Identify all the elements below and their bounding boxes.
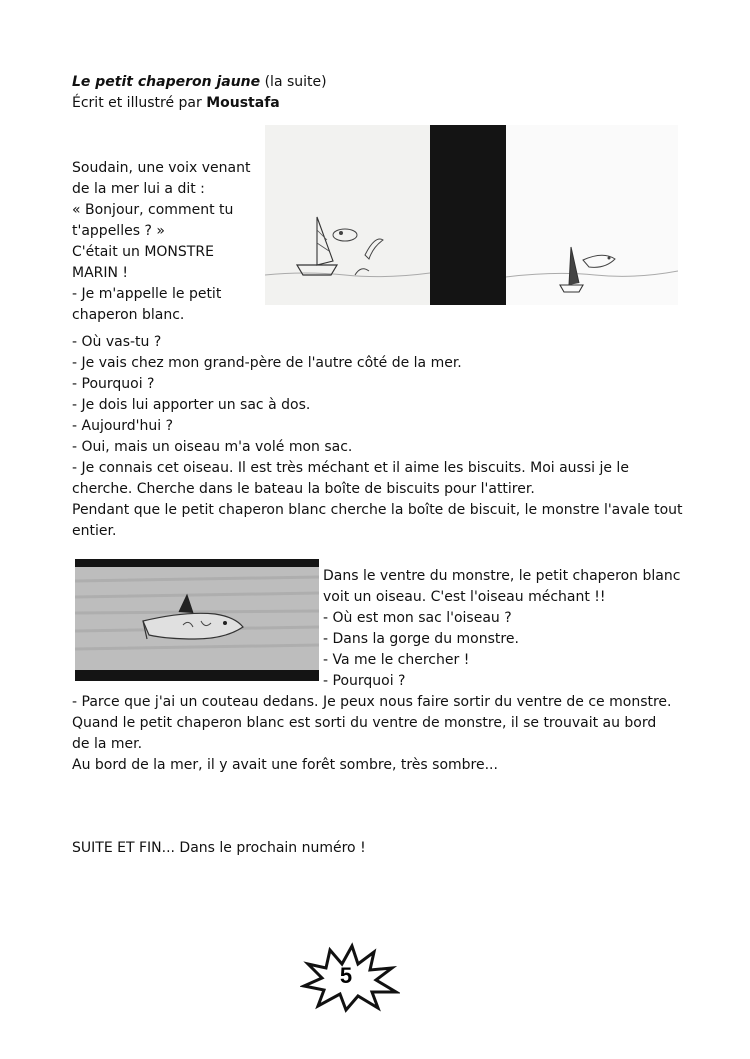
dialogue-line: cherche. Cherche dans le bateau la boîte de biscuits pour l'attirer. <box>72 481 535 497</box>
intro-line: t'appelles ? » <box>72 223 165 239</box>
dialogue-line: - Où vas-tu ? <box>72 334 162 350</box>
page-number-badge <box>300 942 400 1014</box>
ending-line: de la mer. <box>72 736 143 752</box>
dialogue-line: Pendant que le petit chaperon blanc cherche la boîte de biscuit, le monstre l'avale tout <box>72 502 683 518</box>
dialogue-paragraph <box>72 332 682 542</box>
to-be-continued: SUITE ET FIN... Dans le prochain numéro ! <box>72 840 366 856</box>
page-number: 5 <box>339 963 353 988</box>
dialogue-line: - Aujourd'hui ? <box>72 418 174 434</box>
dialogue-line: - Je vais chez mon grand-père de l'autre côté de la mer. <box>72 355 462 371</box>
intro-line: MARIN ! <box>72 265 129 281</box>
byline <box>72 93 327 114</box>
title-suffix: (la suite) <box>260 74 327 90</box>
dialogue-line: - Je connais cet oiseau. Il est très méchant et il aime les biscuits. Moi aussi je le <box>72 460 629 476</box>
ending-line: Au bord de la mer, il y avait une forêt sombre, très sombre... <box>72 757 498 773</box>
dialogue-line: entier. <box>72 523 117 539</box>
intro-line: Soudain, une voix venant <box>72 160 251 176</box>
monster-paragraph <box>323 566 693 692</box>
dialogue-line: - Je dois lui apporter un sac à dos. <box>72 397 311 413</box>
intro-paragraph <box>72 158 262 326</box>
monster-line: Dans le ventre du monstre, le petit chaperon blanc <box>323 568 681 584</box>
monster-line: - Pourquoi ? <box>323 673 406 689</box>
author-name: Moustafa <box>206 95 280 111</box>
intro-line: de la mer lui a dit : <box>72 181 205 197</box>
intro-line: chaperon blanc. <box>72 307 185 323</box>
monster-line: - Va me le chercher ! <box>323 652 470 668</box>
byline-prefix: Écrit et illustré par <box>72 95 207 111</box>
story-title: Le petit chaperon jaune <box>72 74 261 90</box>
monster-line: - Dans la gorge du monstre. <box>323 631 519 647</box>
ending-line: Quand le petit chaperon blanc est sorti du ventre de monstre, il se trouvait au bord <box>72 715 657 731</box>
intro-line: « Bonjour, comment tu <box>72 202 234 218</box>
intro-line: C'était un MONSTRE <box>72 244 214 260</box>
dialogue-line: - Pourquoi ? <box>72 376 155 392</box>
dialogue-line: - Oui, mais un oiseau m'a volé mon sac. <box>72 439 353 455</box>
intro-line: - Je m'appelle le petit <box>72 286 222 302</box>
ending-paragraph <box>72 692 692 776</box>
title-line <box>72 72 327 93</box>
ending-line: - Parce que j'ai un couteau dedans. Je peux nous faire sortir du ventre de ce monstre. <box>72 694 672 710</box>
monster-line: voit un oiseau. C'est l'oiseau méchant !! <box>323 589 606 605</box>
article-header <box>72 72 327 114</box>
monster-inside-illustration <box>75 559 319 681</box>
monster-line: - Où est mon sac l'oiseau ? <box>323 610 512 626</box>
sea-monster-boat-illustration <box>265 125 678 305</box>
